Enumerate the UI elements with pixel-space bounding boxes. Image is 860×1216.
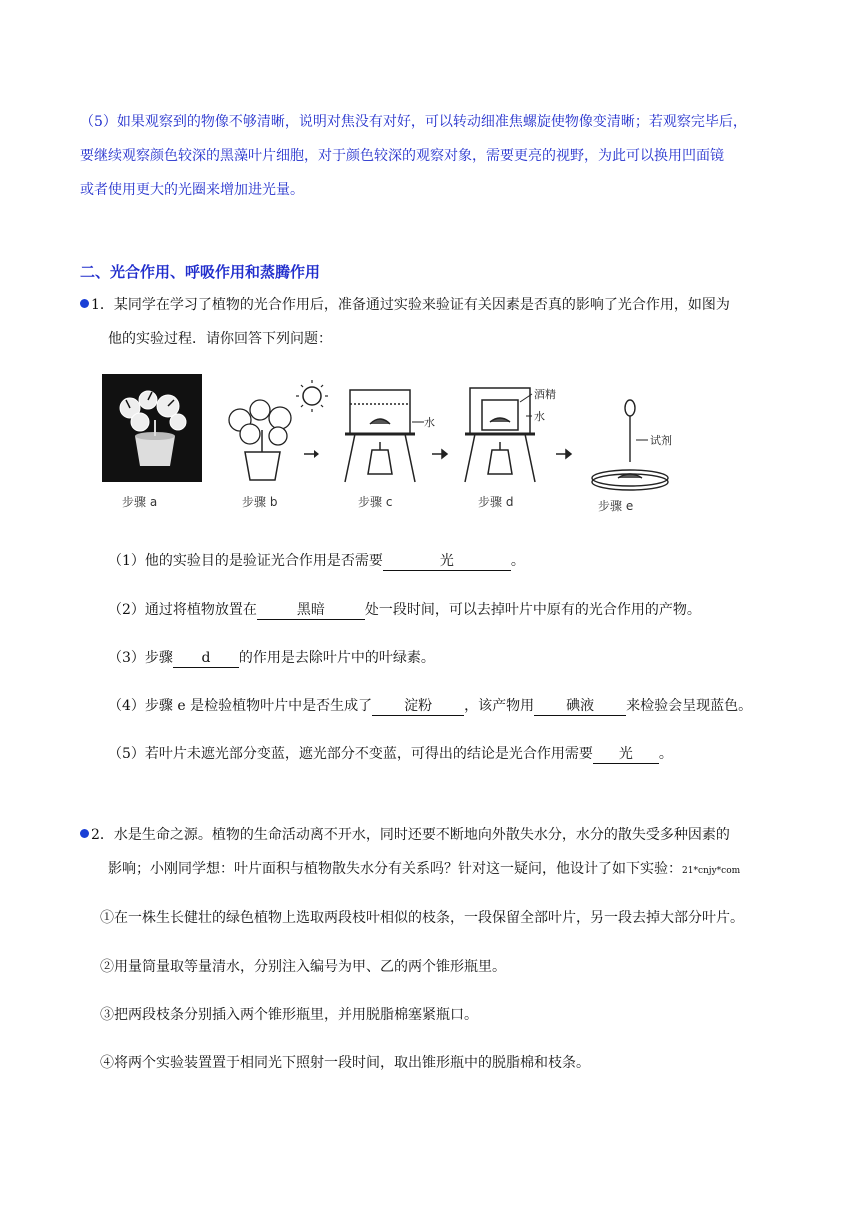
q1-text-1: 1．某同学在学习了植物的光合作用后，准备通过实验来验证有关因素是否真的影响了光合作用，如图为 (91, 297, 730, 313)
q1-line-1 (80, 296, 730, 314)
q1-sub-5 (108, 745, 673, 764)
q1-sub-5-end: 。 (658, 746, 673, 762)
step-a-label: 步骤 a (122, 495, 158, 509)
step-e-label: 步骤 e (598, 499, 634, 513)
step-d-illustration (465, 388, 571, 482)
q2-step-3: ③把两段枝条分别插入两个锥形瓶里，并用脱脂棉塞紧瓶口。 (100, 1007, 478, 1023)
watermark-text: 21*cnjy*com (682, 866, 741, 876)
step-d-label: 步骤 d (478, 495, 514, 509)
q1-sub-4 (108, 697, 752, 716)
bullet-dot-icon (80, 299, 89, 308)
intro-line-2: 要继续观察颜色较深的黑藻叶片细胞，对于颜色较深的观察对象，需要更亮的视野，为此可以换用凹面镜 (80, 148, 724, 164)
q1-sub-3-text: （3）步骤 (108, 650, 173, 666)
answer-blank: 碘液 (534, 698, 626, 716)
step-d-water-label: 水 (534, 410, 545, 423)
section-title: 二、光合作用、呼吸作用和蒸腾作用 (80, 263, 321, 281)
step-b-illustration (229, 380, 328, 480)
q1-sub-5-text: （5）若叶片未遮光部分变蓝，遮光部分不变蓝，可得出的结论是光合作用需要 (108, 746, 593, 762)
q1-sub-2-end: 处一段时间，可以去掉叶片中原有的光合作用的产物。 (364, 602, 701, 618)
q1-line-2: 他的实验过程．请你回答下列问题： (108, 331, 332, 347)
q1-sub-4-end: 来检验会呈现蓝色。 (626, 698, 753, 714)
bullet-dot-icon (80, 829, 89, 838)
step-a-illustration (102, 374, 202, 482)
step-c-label: 步骤 c (358, 495, 393, 509)
q1-sub-3 (108, 649, 435, 668)
intro-line-3: 或者使用更大的光圈来增加进光量。 (80, 182, 304, 198)
q1-sub-4-text: （4）步骤 e 是检验植物叶片中是否生成了 (108, 698, 373, 714)
step-e-reagent-label: 试剂 (650, 434, 672, 447)
q2-step-1: ①在一株生长健壮的绿色植物上选取两段枝叶相似的枝条，一段保留全部叶片，另一段去掉大部分叶片。 (100, 910, 744, 926)
q1-sub-2-text: （2）通过将植物放置在 (108, 602, 257, 618)
q2-step-2: ②用量筒量取等量清水，分别注入编号为甲、乙的两个锥形瓶里。 (100, 959, 506, 975)
q1-sub-2 (108, 601, 701, 620)
q1-sub-1-end: 。 (510, 553, 525, 569)
q2-line-2 (108, 860, 740, 880)
q2-step-4: ④将两个实验装置置于相同光下照射一段时间，取出锥形瓶中的脱脂棉和枝条。 (100, 1055, 590, 1071)
q2-text-2: 影响；小刚同学想：叶片面积与植物散失水分有关系吗？针对这一疑问，他设计了如下实验： (108, 861, 682, 877)
experiment-figure (100, 370, 780, 520)
answer-blank: 黑暗 (257, 602, 365, 620)
q1-sub-3-end: 的作用是去除叶片中的叶绿素。 (238, 650, 435, 666)
answer-blank: 淀粉 (372, 698, 464, 716)
step-c-illustration (345, 390, 447, 482)
q2-line-1 (80, 826, 730, 844)
q1-sub-4-mid: ，该产物用 (464, 698, 535, 714)
step-c-water-label: 水 (424, 416, 435, 429)
answer-blank: 光 (383, 553, 511, 571)
step-b-label: 步骤 b (242, 495, 278, 509)
q2-text-1: 2．水是生命之源。植物的生命活动离不开水，同时还要不断地向外散失水分，水分的散失受多种因素的 (91, 827, 730, 843)
step-d-alcohol-label: 酒精 (534, 388, 556, 401)
answer-blank: d (173, 650, 239, 668)
intro-line-1: （5）如果观察到的物像不够清晰，说明对焦没有对好，可以转动细准焦螺旋使物像变清晰；若观察完毕后， (80, 114, 747, 130)
q1-sub-1 (108, 552, 525, 571)
q1-sub-1-text: （1）他的实验目的是验证光合作用是否需要 (108, 553, 383, 569)
answer-blank: 光 (593, 746, 659, 764)
